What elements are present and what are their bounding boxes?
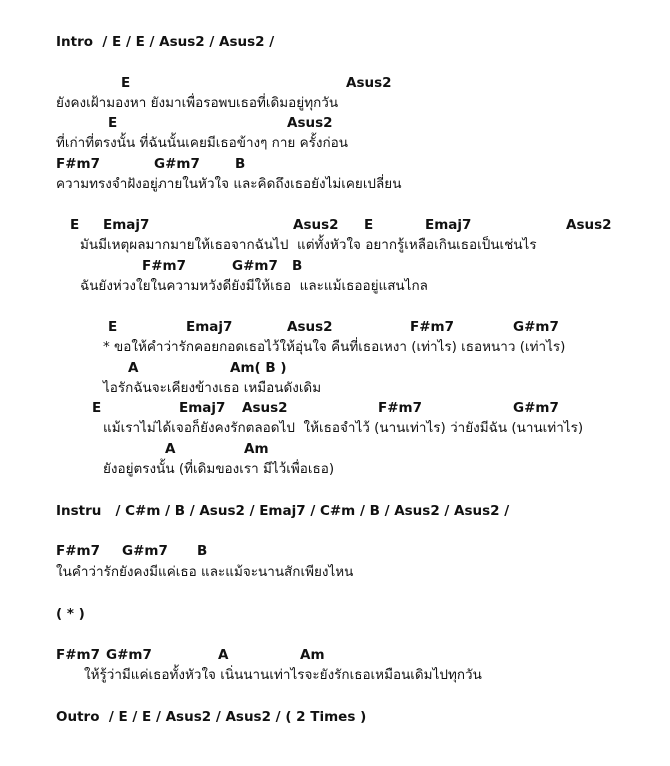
chord: B [292,258,303,274]
chord: Emaj7 [179,400,226,416]
lyric-line: แม้เราไม่ได้เจอก็ยังคงรักตลอดไป ให้เธอจำไว้ (นานเท่าไร) ว่ายังมีฉัน (นานเท่าไร) [103,420,584,436]
chord: Emaj7 [186,319,233,335]
chord: A [128,360,139,376]
chord: F#m7 [56,647,100,663]
lyric-line: ความทรงจำฝังอยู่ภายในหัวใจ และคิดถึงเธอยังไม่เคยเปลี่ยน [56,176,402,192]
chord: E [364,217,374,233]
chord: Am( B ) [230,360,287,376]
instrumental-line: Instru / C#m / B / Asus2 / Emaj7 / C#m / B / Asus2 / Asus2 / [56,503,510,519]
chord: G#m7 [513,400,559,416]
chord: B [235,156,246,172]
outro-line: Outro / E / E / Asus2 / Asus2 / ( 2 Times ) [56,709,367,725]
chord: Asus2 [287,319,333,335]
chord: F#m7 [378,400,422,416]
chord: F#m7 [56,543,100,559]
chord: Am [244,441,269,457]
chord: Asus2 [293,217,339,233]
chord: F#m7 [56,156,100,172]
chord: E [121,75,131,91]
chord: E [108,115,118,131]
chord: G#m7 [513,319,559,335]
chord: Asus2 [287,115,333,131]
chord: F#m7 [410,319,454,335]
lyric-line: ในคำว่ารักยังคงมีแค่เธอ และแม้จะนานสักเพียงไหน [56,564,354,580]
lyric-line: ยังอยู่ตรงนั้น (ที่เดิมของเรา มีไว้เพื่อเธอ) [103,461,335,477]
lyric-line: ที่เก่าที่ตรงนั้น ที่ฉันนั้นเคยมีเธอข้างๆ กาย ครั้งก่อน [56,135,349,151]
chord: G#m7 [154,156,200,172]
chord: G#m7 [106,647,152,663]
lyric-line: * ขอให้คำว่ารักคอยกอดเธอไว้ให้อุ่นใจ คืนที่เธอเหงา (เท่าไร) เธอหนาว (เท่าไร) [103,339,566,355]
chord: Asus2 [346,75,392,91]
lyric-line: ไอรักฉันจะเคียงข้างเธอ เหมือนดังเดิม [103,380,322,396]
lyric-line: มันมีเหตุผลมากมายให้เธอจากฉันไป แต่ทั้งหัวใจ อยากรู้เหลือเกินเธอเป็นเช่นไร [80,237,537,253]
chord: Asus2 [566,217,612,233]
lyric-line: ให้รู้ว่ามีแค่เธอทั้งหัวใจ เนิ่นนานเท่าไรจะยังรักเธอเหมือนเดิมไปทุกวัน [84,667,482,683]
chord: E [92,400,102,416]
chord: E [70,217,80,233]
chord: Emaj7 [103,217,150,233]
chord: E [108,319,118,335]
chord: F#m7 [142,258,186,274]
lyric-line: ยังคงเฝ้ามองหา ยังมาเพื่อรอพบเธอที่เดิมอยู่ทุกวัน [56,95,339,111]
chord: Emaj7 [425,217,472,233]
chord: A [218,647,229,663]
lyric-line: ฉันยังห่วงใยในความหวังดียังมีให้เธอ และแม้เธออยู่แสนไกล [80,278,428,294]
chord: G#m7 [122,543,168,559]
chord: Am [300,647,325,663]
repeat-marker: ( * ) [56,606,85,622]
chord: B [197,543,208,559]
intro-line: Intro / E / E / Asus2 / Asus2 / [56,34,275,50]
chord: A [165,441,176,457]
chord: Asus2 [242,400,288,416]
chord: G#m7 [232,258,278,274]
